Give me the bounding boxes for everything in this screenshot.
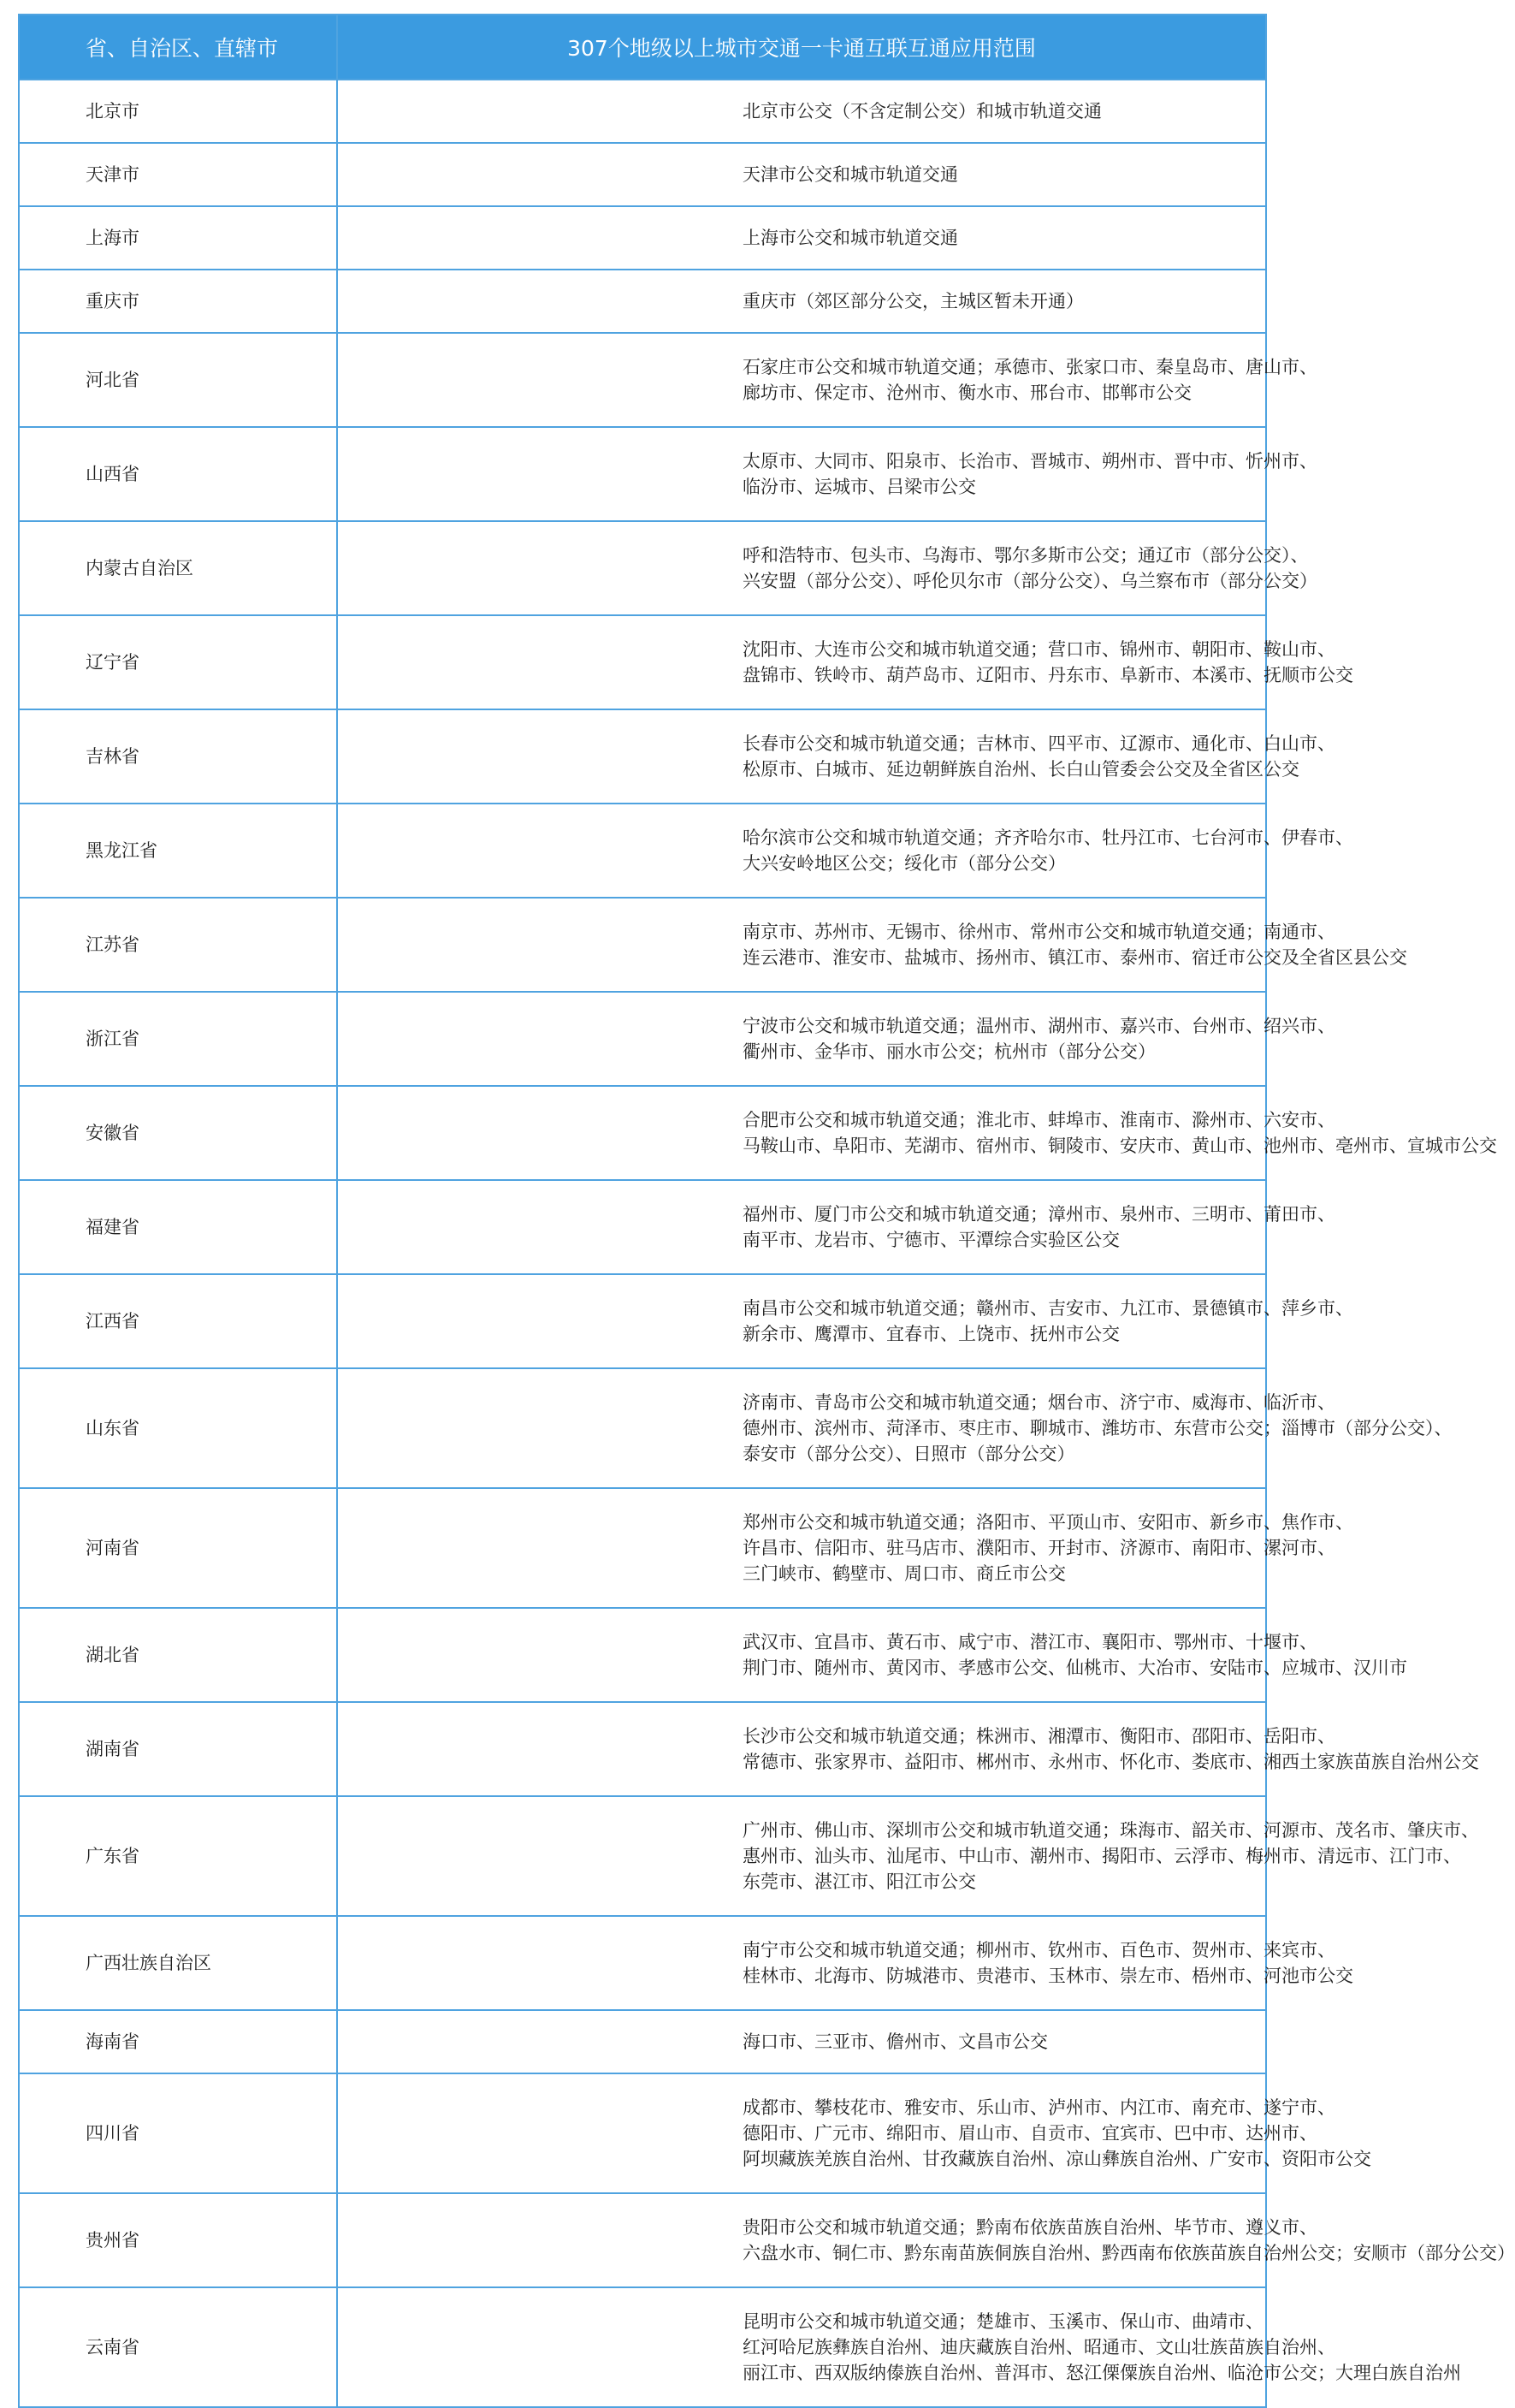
table-row	[19, 1274, 1266, 1368]
table-row	[19, 1368, 1266, 1488]
province-cell: 辽宁省	[19, 615, 337, 709]
scope-line: 南宁市公交和城市轨道交通；柳州市、钦州市、百色市、贺州市、来宾市、	[743, 1940, 1335, 1960]
table-row	[19, 1608, 1266, 1702]
scope-cell	[337, 1702, 1479, 1796]
scope-line: 常德市、张家界市、益阳市、郴州市、永州市、怀化市、娄底市、湘西土家族苗族自治州公交	[743, 1752, 1479, 1772]
scope-cell	[337, 1916, 1353, 2010]
scope-line: 沈阳市、大连市公交和城市轨道交通；营口市、锦州市、朝阳市、鞍山市、	[743, 639, 1335, 660]
table-row	[19, 1488, 1266, 1608]
scope-cell	[337, 80, 1266, 143]
scope-line: 长沙市公交和城市轨道交通；株洲市、湘潭市、衡阳市、邵阳市、岳阳市、	[743, 1726, 1335, 1747]
scope-line: 贵阳市公交和城市轨道交通；黔南布依族苗族自治州、毕节市、遵义市、	[743, 2217, 1317, 2238]
scope-line: 北京市公交（不含定制公交）和城市轨道交通	[743, 101, 1102, 122]
province-cell: 湖北省	[19, 1608, 337, 1702]
scope-cell	[337, 270, 1266, 333]
scope-line: 兴安盟（部分公交）、呼伦贝尔市（部分公交）、乌兰察布市（部分公交）	[743, 571, 1317, 591]
scope-line: 上海市公交和城市轨道交通	[743, 228, 958, 248]
scope-line: 阿坝藏族羌族自治州、甘孜藏族自治州、凉山彝族自治州、广安市、资阳市公交	[743, 2149, 1371, 2169]
province-cell: 山东省	[19, 1368, 337, 1488]
table-row	[19, 206, 1266, 270]
scope-line: 新余市、鹰潭市、宜春市、上饶市、抚州市公交	[743, 1324, 1120, 1344]
province-cell: 吉林省	[19, 709, 337, 804]
scope-line: 临汾市、运城市、吕梁市公交	[743, 477, 976, 497]
scope-column-header: 307个地级以上城市交通一卡通互联互通应用范围	[337, 15, 1266, 80]
scope-cell	[337, 2287, 1461, 2407]
province-cell: 江西省	[19, 1274, 337, 1368]
scope-cell	[337, 521, 1317, 615]
scope-line: 太原市、大同市、阳泉市、长治市、晋城市、朔州市、晋中市、忻州市、	[743, 451, 1317, 472]
scope-line: 东莞市、湛江市、阳江市公交	[743, 1871, 976, 1892]
scope-line: 德州市、滨州市、菏泽市、枣庄市、聊城市、潍坊市、东营市公交；淄博市（部分公交）、	[743, 1418, 1453, 1438]
province-cell: 天津市	[19, 143, 337, 206]
scope-cell	[337, 804, 1353, 898]
province-cell: 云南省	[19, 2287, 337, 2407]
scope-line: 红河哈尼族彝族自治州、迪庆藏族自治州、昭通市、文山壮族苗族自治州、	[743, 2337, 1335, 2358]
scope-cell	[337, 898, 1407, 992]
scope-cell	[337, 992, 1335, 1086]
scope-line: 松原市、白城市、延边朝鲜族自治州、长白山管委会公交及全省区公交	[743, 759, 1299, 780]
province-cell: 山西省	[19, 427, 337, 521]
scope-line: 衢州市、金华市、丽水市公交；杭州市（部分公交）	[743, 1041, 1156, 1062]
table-row	[19, 992, 1266, 1086]
table-row	[19, 1180, 1266, 1274]
scope-cell	[337, 1608, 1407, 1702]
header-row	[19, 15, 1266, 80]
scope-cell	[337, 1086, 1497, 1180]
scope-cell	[337, 1488, 1353, 1608]
province-cell: 贵州省	[19, 2193, 337, 2287]
scope-line: 石家庄市公交和城市轨道交通；承德市、张家口市、秦皇岛市、唐山市、	[743, 357, 1317, 377]
table-row	[19, 1086, 1266, 1180]
table-row	[19, 2287, 1266, 2407]
scope-line: 德阳市、广元市、绵阳市、眉山市、自贡市、宜宾市、巴中市、达州市、	[743, 2123, 1317, 2144]
scope-line: 呼和浩特市、包头市、乌海市、鄂尔多斯市公交；通辽市（部分公交）、	[743, 545, 1309, 566]
table-body	[19, 80, 1515, 2407]
scope-line: 宁波市公交和城市轨道交通；温州市、湖州市、嘉兴市、台州市、绍兴市、	[743, 1016, 1335, 1036]
scope-cell	[337, 206, 1266, 270]
scope-line: 成都市、攀枝花市、雅安市、乐山市、泸州市、内江市、南充市、遂宁市、	[743, 2097, 1335, 2118]
table-row	[19, 270, 1266, 333]
scope-line: 济南市、青岛市公交和城市轨道交通；烟台市、济宁市、威海市、临沂市、	[743, 1392, 1335, 1413]
province-cell: 河北省	[19, 333, 337, 427]
province-cell: 安徽省	[19, 1086, 337, 1180]
table-row	[19, 898, 1266, 992]
scope-line: 广州市、佛山市、深圳市公交和城市轨道交通；珠海市、韶关市、河源市、茂名市、肇庆市、	[743, 1820, 1479, 1841]
table-row	[19, 1796, 1266, 1916]
province-cell: 黑龙江省	[19, 804, 337, 898]
scope-cell	[337, 1368, 1453, 1488]
province-cell: 河南省	[19, 1488, 337, 1608]
scope-line: 桂林市、北海市、防城港市、贵港市、玉林市、崇左市、梧州市、河池市公交	[743, 1966, 1353, 1986]
scope-line: 郑州市公交和城市轨道交通；洛阳市、平顶山市、安阳市、新乡市、焦作市、	[743, 1512, 1353, 1533]
province-cell: 湖南省	[19, 1702, 337, 1796]
scope-cell	[337, 333, 1317, 427]
table-row	[19, 2073, 1266, 2193]
province-cell: 江苏省	[19, 898, 337, 992]
province-cell: 浙江省	[19, 992, 337, 1086]
table-row	[19, 615, 1266, 709]
scope-cell	[337, 143, 1266, 206]
scope-cell	[337, 1180, 1335, 1274]
table-row	[19, 521, 1266, 615]
province-cell: 广东省	[19, 1796, 337, 1916]
table-row	[19, 333, 1266, 427]
province-cell: 四川省	[19, 2073, 337, 2193]
scope-cell	[337, 2193, 1515, 2287]
scope-line: 重庆市（郊区部分公交，主城区暂未开通）	[743, 291, 1084, 311]
scope-line: 南昌市公交和城市轨道交通；赣州市、吉安市、九江市、景德镇市、萍乡市、	[743, 1298, 1353, 1319]
table-row	[19, 427, 1266, 521]
scope-line: 海口市、三亚市、儋州市、文昌市公交	[743, 2031, 1048, 2052]
province-cell: 内蒙古自治区	[19, 521, 337, 615]
table-row	[19, 2193, 1266, 2287]
scope-line: 荆门市、随州市、黄冈市、孝感市公交、仙桃市、大冶市、安陆市、应城市、汉川市	[743, 1658, 1407, 1678]
scope-line: 南平市、龙岩市、宁德市、平潭综合实验区公交	[743, 1230, 1120, 1250]
scope-line: 武汉市、宜昌市、黄石市、咸宁市、潜江市、襄阳市、鄂州市、十堰市、	[743, 1632, 1317, 1652]
scope-cell	[337, 2010, 1266, 2073]
scope-line: 马鞍山市、阜阳市、芜湖市、宿州市、铜陵市、安庆市、黄山市、池州市、亳州市、宣城市公交	[743, 1136, 1497, 1156]
province-cell: 海南省	[19, 2010, 337, 2073]
scope-cell	[337, 427, 1317, 521]
table-header	[19, 15, 1266, 80]
scope-line: 丽江市、西双版纳傣族自治州、普洱市、怒江傈僳族自治州、临沧市公交；大理白族自治州	[743, 2363, 1461, 2383]
province-cell: 北京市	[19, 80, 337, 143]
scope-line: 廊坊市、保定市、沧州市、衡水市、邢台市、邯郸市公交	[743, 383, 1192, 403]
scope-cell	[337, 2073, 1371, 2193]
province-cell: 广西壮族自治区	[19, 1916, 337, 2010]
scope-line: 天津市公交和城市轨道交通	[743, 164, 958, 185]
table-row	[19, 80, 1266, 143]
scope-cell	[337, 615, 1353, 709]
table-row	[19, 709, 1266, 804]
scope-line: 大兴安岭地区公交；绥化市（部分公交）	[743, 853, 1066, 874]
table-row	[19, 804, 1266, 898]
scope-line: 福州市、厦门市公交和城市轨道交通；漳州市、泉州市、三明市、莆田市、	[743, 1204, 1335, 1225]
interop-scope-table	[18, 14, 1515, 2408]
scope-line: 长春市公交和城市轨道交通；吉林市、四平市、辽源市、通化市、白山市、	[743, 733, 1335, 754]
scope-line: 泰安市（部分公交）、日照市（部分公交）	[743, 1444, 1075, 1464]
scope-line: 哈尔滨市公交和城市轨道交通；齐齐哈尔市、牡丹江市、七台河市、伊春市、	[743, 827, 1353, 848]
table-row	[19, 2010, 1266, 2073]
scope-line: 惠州市、汕头市、汕尾市、中山市、潮州市、揭阳市、云浮市、梅州市、清远市、江门市、	[743, 1846, 1461, 1866]
scope-line: 连云港市、淮安市、盐城市、扬州市、镇江市、泰州市、宿迁市公交及全省区县公交	[743, 947, 1407, 968]
province-cell: 上海市	[19, 206, 337, 270]
province-cell: 重庆市	[19, 270, 337, 333]
scope-line: 南京市、苏州市、无锡市、徐州市、常州市公交和城市轨道交通；南通市、	[743, 922, 1335, 942]
scope-cell	[337, 1274, 1353, 1368]
scope-line: 三门峡市、鹤壁市、周口市、商丘市公交	[743, 1563, 1066, 1584]
scope-line: 许昌市、信阳市、驻马店市、濮阳市、开封市、济源市、南阳市、漯河市、	[743, 1538, 1335, 1558]
scope-line: 盘锦市、铁岭市、葫芦岛市、辽阳市、丹东市、阜新市、本溪市、抚顺市公交	[743, 665, 1353, 685]
scope-line: 合肥市公交和城市轨道交通；淮北市、蚌埠市、淮南市、滁州市、六安市、	[743, 1110, 1335, 1130]
table-row	[19, 1702, 1266, 1796]
province-column-header: 省、自治区、直辖市	[19, 15, 337, 80]
scope-cell	[337, 1796, 1479, 1916]
table-row	[19, 1916, 1266, 2010]
table-row	[19, 143, 1266, 206]
scope-line: 六盘水市、铜仁市、黔东南苗族侗族自治州、黔西南布依族苗族自治州公交；安顺市（部分公交）	[743, 2243, 1515, 2263]
province-cell: 福建省	[19, 1180, 337, 1274]
scope-cell	[337, 709, 1335, 804]
scope-line: 昆明市公交和城市轨道交通；楚雄市、玉溪市、保山市、曲靖市、	[743, 2311, 1263, 2332]
